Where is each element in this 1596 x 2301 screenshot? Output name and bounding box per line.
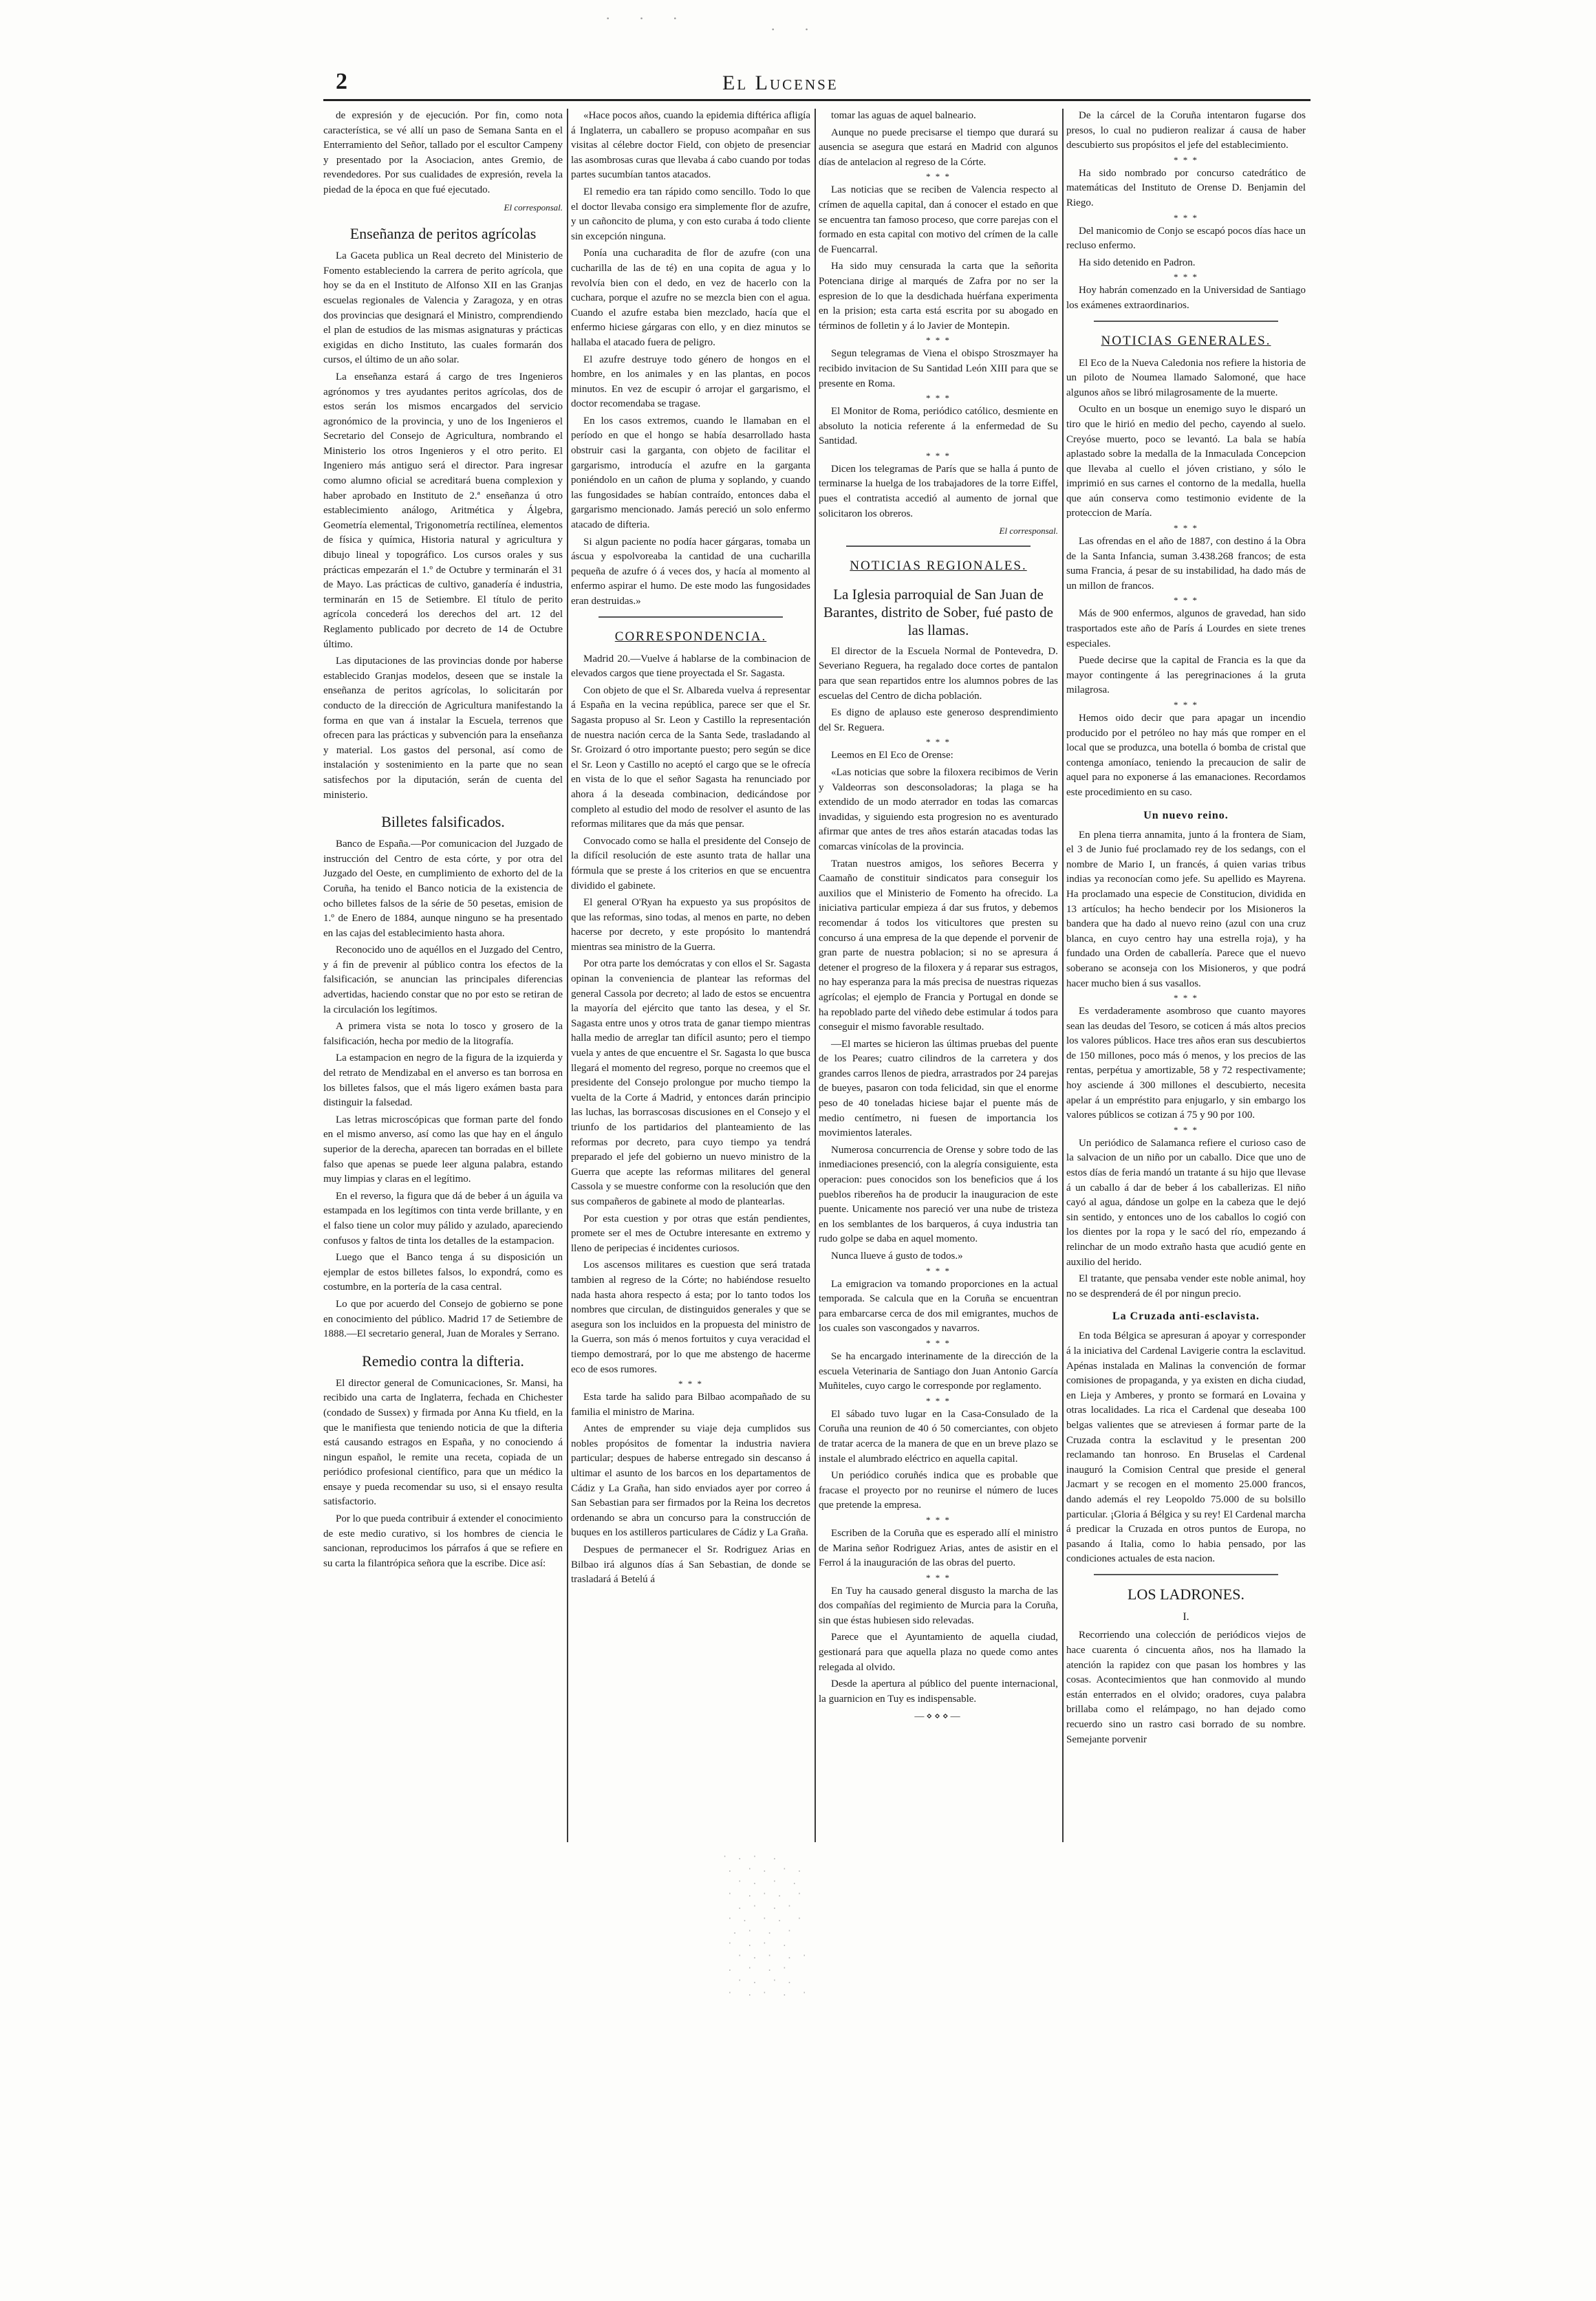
article-paragraph: de expresión y de ejecución. Por fin, como nota característica, se vé allí un paso de Semana Santa en el Enterramiento del Señor, tallado por el escultor Campeny y presentado por la Asociacion, antes Gremio, de revendedores. Por sus cualidades de expresión, revela la piedad de la época en que fué ejecutado. [323,110,563,195]
article-headline: NOTICIAS REGIONALES. [850,558,1027,573]
asterism-separator: * * * [926,1572,951,1583]
article-paragraph: El tratante, que pensaba vender este noble animal, hoy no se desprenderá de él por ningun precio. [1066,1273,1306,1299]
article-paragraph: Ponía una cucharadita de flor de azufre (con una cucharilla de las de té) en una copita de agua y lo revolvía bien con el dedo, en vez de hacerlo con la cuchara, porque el azufre no se mezcla bien con el agua. Cuando el azufre estaba bien mezclado, hacía que el enfermo hiciese gárgaras con ello, y en diez minutos se hallaba el atacado fuera de peligro. [571,248,810,348]
asterism-separator: * * * [926,1395,951,1406]
article-paragraph: En los casos extremos, cuando le llamaban en el período en que el hongo se había desarrollado hasta obstruir casi la garganta, con objeto de facilitar el gargarismo, introducía el azufre en la garganta poniéndolo en un cañon de pluma y soplando, y cuando las fungosidades se habían contraído, entonces daba el gargarismo mencionado. Jamás pereció un solo enfermo atacado de difteria. [571,415,810,531]
asterism-separator: * * * [926,1337,951,1348]
article-paragraph: El director de la Escuela Normal de Pontevedra, D. Severiano Reguera, ha regalado doce cortes de pantalon para que sean repartidos entre los alumnos pobres de las escuelas del Centro de dicha población. [819,645,1058,702]
article-paragraph: Por esta cuestion y por otras que están pendientes, promete ser el mes de Octubre interesante en extremo y lleno de peripecias é incidentes curiosos. [571,1213,810,1254]
article-paragraph: Nunca llueve á gusto de todos.» [831,1251,963,1262]
asterism-separator: * * * [926,335,951,346]
column-divider [1062,109,1064,1842]
article-paragraph: «Las noticias que sobre la filoxera recibimos de Verin y Valdeorras son desconsoladoras; la plaga se ha extendido de un modo aterrador en todas las comarcas invadidas, y siguiendo esta progresion no es aventurado afirmar que antes de tres años estarán atacadas todas las comarcas vinícolas de la provincia. [819,767,1058,852]
article-paragraph: Esta tarde ha salido para Bilbao acompañado de su familia el ministro de Marina. [571,1392,810,1418]
asterism-separator: * * * [926,1265,951,1276]
article-paragraph: Si algun paciente no podía hacer gárgaras, tomaba un áscua y espolvoreaba la cantidad de una cucharilla pequeña de azufre ó á veces dos, y hacía al momento al enfermo aspirar el humo. De este modo las fungosidades eran destruidas.» [571,536,810,607]
asterism-separator: * * * [1174,272,1198,283]
article-paragraph: Del manicomio de Conjo se escapó pocos días hace un recluso enfermo. [1066,225,1306,252]
article-paragraph: tomar las aguas de aquel balneario. [831,110,976,121]
article-paragraph: Banco de España.—Por comunicacion del Juzgado de instrucción del Centro de esta córte, y por otra del Juzgado del Oeste, en cumplimiento de exhorto del de la Coruña, ha tenido el Banco noticia de la existencia de ocho billetes falsos de la série de 50 pesetas, emision de 1.º de Enero de 1884, aunque ninguno se ha presentado en las cajas del establecimiento hasta ahora. [323,839,563,939]
article-paragraph: Los ascensos militares es cuestion que será tratada tambien al regreso de la Córte; no habiéndose resuelto nada hasta ahora respecto á esta; por lo tanto todos los nombres que circulan, de distinguidos generales y que se asegura son los incluidos en la propuesta del ministro de la Guerra, son más ó menos fortuitos y cuya veracidad el tiempo demostrará, por lo que me abstengo de hacerme eco de esos rumores. [571,1260,810,1375]
section-rule [846,545,1031,547]
article-paragraph: El sábado tuvo lugar en la Casa-Consulado de la Coruña una reunion de 40 ó 50 comerciantes, con objeto de tratar acerca de la manera de que en un breve plazo se instale el alumbrado eléctrico en aquella capital. [819,1408,1058,1465]
article-headline: Billetes falsificados. [381,813,505,831]
asterism-separator: * * * [926,737,951,748]
article-paragraph: Despues de permanecer el Sr. Rodriguez Arias en Bilbao irá algunos días á San Sebastian, de donde se trasladará á Betelú á [571,1544,810,1586]
header-rule [323,99,1311,101]
article-paragraph: El director general de Comunicaciones, Sr. Mansi, ha recibido una carta de Inglaterra, fechada en Chichester (condado de Sussex) y firmada por Anna Ku tfield, en la que le manifiesta que teniendo noticia de que la difteria está causando estragos en España, y no conociendo á ningun español, le remite una receta, copiada de un periódico profesional científico, para que un médico la ensaye y pueda recomendar su uso, si el ensayo resulta satisfactorio. [323,1377,563,1508]
section-rule [1094,321,1278,322]
article-paragraph: En plena tierra annamita, junto á la frontera de Siam, el 3 de Junio fué proclamado rey de los sedangs, con el nombre de Mario I, un francés, á quien varias tribus indias ya reconocían como jefe. Su apellido es Mayrena. Ha proclamado una especie de Constitucion, dividida en 13 artículos; ha hecho bendecir por los Misioneros la bandera que ha dado al nuevo reino (azul con una cruz blanca, en cuyo centro hay una estrella roja), y ha fundado una Orden de caballería. Parece que el nuevo soberano se aconseja con los Misioneros, y que podrá hacer mucho bien á sus vasallos. [1066,829,1306,989]
article-headline: La Cruzada anti-esclavista. [1112,1310,1260,1323]
column-divider [815,109,816,1842]
article-paragraph: El Eco de la Nueva Caledonia nos refiere la historia de un piloto de Noumea llamado Salomoné, que hace algunos años se libró milagrosamente de la muerte. [1066,357,1306,398]
article-paragraph: Reconocido uno de aquéllos en el Juzgado del Centro, y á fin de prevenir al público contra los efectos de la falsificación, se anuncian las principales diferencias advertidas, haciendo constar que no por esto se retiran de la circulación los legítimos. [323,944,563,1015]
article-paragraph: Luego que el Banco tenga á su disposición un ejemplar de estos billetes falsos, lo expondrá, como es costumbre, en la portería de la casa central. [323,1252,563,1293]
scan-noise: · . · . . · . · . · . · . · . · . · . · . · · . · . · . · . · · . · . · . · . · . · . · · . · . · . · . · [722,1852,807,1998]
asterism-separator: * * * [678,1379,703,1390]
asterism-separator: * * * [1174,212,1198,223]
chapter-numeral: I. [1183,1610,1189,1623]
column-4 [1066,109,1306,1842]
article-paragraph: Ha sido muy censurada la carta que la señorita Potenciana dirige al marqués de Zafra por no ser la espresion de lo que la desdichada huérfana experimenta en la prision; esta carta está escrita por su abogado en términos de folletin y á lo Javier de Montepin. [819,261,1058,332]
article-paragraph: Es verdaderamente asombroso que cuanto mayores sean las deudas del Tesoro, se coticen á más altos precios los valores públicos. Hace tres años eran sus descubiertos de 150 millones, poco más ó menos, y los precios de las rentas, perpétua y amortizable, 58 y 72 respectivamente; hoy asciende á 300 millones el descubierto, necesita apelar á un empréstito para enjugarlo, y sin embargo los valores públicos se cotizan á 75 y 90 por 100. [1066,1006,1306,1121]
article-paragraph: En Tuy ha causado general disgusto la marcha de las dos compañías del regimiento de Murcia para la Coruña, sin que éstas hubiesen sido relevadas. [819,1585,1058,1626]
article-paragraph: Escriben de la Coruña que es esperado allí el ministro de Marina señor Rodriguez Arias, antes de asistir en el Ferrol á la inauguración de las obras del puerto. [819,1527,1058,1569]
article-paragraph: Recorriendo una colección de periódicos viejos de hace cuarenta ó cincuenta años, nos ha llamado la atención la rapidez con que pasan los hombres y las cosas. Acontecimientos que han conmovido al mundo están enterrados en el olvido; oradores, cuya palabra brillaba como el relámpago, no han dejado como recuerdo sino un rastro casi borrado de su nombre. Semejante porvenir [1066,1630,1306,1745]
column-3 [819,109,1058,1842]
ornament-divider: —⋄⋄⋄— [914,1711,962,1722]
article-paragraph: Parece que el Ayuntamiento de aquella ciudad, gestionará para que aquella plaza no quede como antes relegada al olvido. [819,1632,1058,1673]
article-paragraph: Las noticias que se reciben de Valencia respecto al crímen de aquella capital, dan á conocer el estado en que se encuentra tan famoso proceso, que corre parejas con el formado en esta capital con motivo del crímen de la calle de Fuencarral. [819,184,1058,255]
article-paragraph: Se ha encargado interinamente de la dirección de la escuela Veterinaria de Santiago don Juan Antonio García Muñiteles, cuyo cargo le corresponde por reglamento. [819,1350,1058,1392]
article-paragraph: En el reverso, la figura que dá de beber á un águila va estampada en los legítimos con tinta verde brillante, y en el falso tiene un color muy pálido y azulado, apareciendo confusos y faltos de tinta los detalles de la estampacion. [323,1190,563,1246]
asterism-separator: * * * [926,1514,951,1525]
article-headline: LOS LADRONES. [1128,1585,1244,1603]
article-headline: NOTICIAS GENERALES. [1101,333,1271,348]
article-paragraph: Oculto en un bosque un enemigo suyo le disparó un tiro que le hirió en medio del pecho, cayendo al suelo. Creyóse muerto, poco se levantó. La bala se había aplastado sobre la medalla de la Inmaculada Concepcion que llevaba al cuello el jóven cristiano, y sólo le imprimió en sus carnes el contorno de la medalla, huella que aún conserva como testimonio evidente de la proteccion de María. [1066,404,1306,519]
article-paragraph: Ha sido detenido en Padron. [1079,257,1196,268]
article-signature: El corresponsal. [999,526,1058,537]
article-headline: CORRESPONDENCIA. [614,629,767,644]
article-headline: Remedio contra la difteria. [362,1352,524,1370]
article-paragraph: Numerosa concurrencia de Orense y sobre todo de las inmediaciones presenció, con la alegría consiguiente, esta operacion: pues conocidos son los beneficios que á los pueblos ribereños ha de producir la inauguracion de este puente. Unicamente nos pareció ver una nube de tristeza en los semblantes de los barqueros, á cuya industria tan rudo golpe se daba en aquel momento. [819,1144,1058,1245]
article-paragraph: Aunque no puede precisarse el tiempo que durará su ausencia se asegura que estará en Madrid con algunos días de antelacion al regreso de la Córte. [819,127,1058,168]
article-headline: Un nuevo reino. [1143,809,1229,821]
section-rule [598,616,783,618]
masthead-title: El Lucense [722,72,839,94]
article-paragraph: Convocado como se halla el presidente del Consejo de la difícil resolución de este asunto trata de hallar una fórmula que se preste á los criterios en que se encuentra dividido el gabinete. [571,835,810,892]
column-1 [323,109,563,1842]
article-paragraph: Tratan nuestros amigos, los señores Becerra y Caamaño de constituir sindicatos para conseguir los auxilios que el Ministerio de Fomento ha ofrecido. La iniciativa particular empieza á dar sus frutos, y debemos recomendar á todos los viticultores que presten su concurso á una empresa de la que depende el porvenir de gran parte de nuestra poblacion; si no se apresura á detener el progreso de la filoxera y á reparar sus estragos, no hay esperanza para la más precisa de nuestras riquezas agrícolas; el ejemplo de Francia y Portugal en donde se ha repoblado parte del viñedo debe estimular á todos para conseguir el mismo favorable resultado. [819,858,1058,1033]
article-paragraph: El remedio era tan rápido como sencillo. Todo lo que el doctor llevaba consigo era simplemente flor de azufre, y un cañoncito de pluma, y con esto curaba á todo cliente sin excepción ninguna. [571,186,810,242]
article-paragraph: Hoy habrán comenzado en la Universidad de Santiago los exámenes extraordinarios. [1066,285,1306,311]
article-paragraph: Es digno de aplauso este generoso desprendimiento del Sr. Reguera. [819,707,1058,733]
section-rule [1094,1574,1278,1575]
article-paragraph: A primera vista se nota lo tosco y grosero de la falsificación, hecha por medio de la litografía. [323,1021,563,1047]
article-headline: Enseñanza de peritos agrícolas [349,225,537,243]
article-paragraph: Dicen los telegramas de París que se halla á punto de terminarse la huelga de los trabajadores de la torre Eiffel, pues el contratista accedió al aumento de jornal que solicitaron los obreros. [819,463,1058,519]
asterism-separator: * * * [1174,700,1198,710]
article-paragraph: La estampacion en negro de la figura de la izquierda y del retrato de Mendizabal en el anverso es tan borrosa en los billetes falsos, que el más ligero exámen basta para distinguir la falsedad. [323,1052,563,1109]
article-paragraph: La enseñanza estará á cargo de tres Ingenieros agrónomos y tres ayudantes peritos agrícolas, dos de estos serán los mismos encargados del servicio agronómico de la provincia, y uno de los Ingenieros el Secretario del Consejo de Agricultura, nombrando el Ministerio los otros Ingenieros y el otro perito. El Ingeniero más antiguo será el director. Para ingresar como alumno oficial se acreditará buena complexion y haber aprobado en Instituto de 2.ª enseñanza ú otro establecimiento análogo, Aritmética y Álgebra, Geometría elemental, Trigonometría rectilínea, elementos de física y química, Historia natural y agricultura y dibujo lineal y topográfico. Los cursos orales y sus prácticas empezarán el 1.º de Octubre y terminarán el 31 de Mayo. Las prácticas de cultivo, ganadería é industria, terminarán en 15 de Setiembre. El título de perito agrícola concederá los derechos del art. 12 del Reglamento publicado por decreto de 14 de Octubre último. [323,371,563,650]
asterism-separator: * * * [1174,523,1198,534]
asterism-separator: * * * [926,171,951,182]
article-paragraph: El Monitor de Roma, periódico católico, desmiente en absoluto la noticia referente á la enfermedad de Su Santidad. [819,406,1058,447]
article-paragraph: Más de 900 enfermos, algunos de gravedad, han sido trasportados este año de París á Lourdes en siete trenes especiales. [1066,608,1306,649]
article-headline: La Iglesia parroquial de San Juan de Barantes, distrito de Sober, fué pasto de las llamas. [823,585,1053,638]
asterism-separator: * * * [1174,154,1198,165]
asterism-separator: * * * [1174,993,1198,1004]
article-paragraph: Segun telegramas de Viena el obispo Stroszmayer ha recibido invitacion de Su Santidad León XIII para que se presente en Roma. [819,348,1058,389]
article-paragraph: «Hace pocos años, cuando la epidemia diftérica afligía á Inglaterra, un caballero se propuso acompañar en sus visitas al célebre doctor Field, con objeto de presenciar las asombrosas curas que llevaba á cabo cuando por todas partes sucumbían tantos atacados. [571,110,810,181]
article-paragraph: Las ofrendas en el año de 1887, con destino á la Obra de la Santa Infancia, suman 3.438.268 francos; de esta suma Francia, á pesar de su instabilidad, ha dado más de un millon de francos. [1066,536,1306,592]
scan-artifact: · · [770,21,822,38]
article-paragraph: Ha sido nombrado por concurso catedrático de matemáticas del Instituto de Orense D. Benjamin del Riego. [1066,167,1306,208]
article-paragraph: Madrid 20.—Vuelve á hablarse de la combinacion de elevados cargos que tiene proyectada el Sr. Sagasta. [571,653,810,680]
article-paragraph: Un periódico coruñés indica que es probable que fracase el proyecto por no reunirse el número de luces que pretende la empresa. [819,1470,1058,1511]
asterism-separator: * * * [926,450,951,461]
article-paragraph: Un periódico de Salamanca refiere el curioso caso de la salvacion de un niño por un caballo. Dice que uno de estos días de feria mandó un tratante á su hijo que llevase á un caballo á dar de beber á los caballerizas. El niño cayó al agua, dándose un golpe en la cabeza que le dejó sin sentido, y entonces uno de los caballos lo cogió con los dientes por la ropa y le sacó del río, empezando á relinchar de un modo extraño hasta que acudió gente en auxilio del herido. [1066,1137,1306,1268]
article-paragraph: Las letras microscópicas que forman parte del fondo en el mismo anverso, así como las que hay en el ángulo superior de la derecha, aparecen tan borradas en el billete falso que apenas se puede leer alguna palabra, estando muy limpias y claras en el legítimo. [323,1114,563,1185]
article-paragraph: En toda Bélgica se apresuran á apoyar y corresponder á la iniciativa del Cardenal Lavigerie contra la esclavitud. Apénas instalada en Malinas la convención de formar comisiones de propaganda, y ya existen en dicha ciudad, en Lieja y Amberes, y pronto se formará en Lovaina y otras localidades. La rica el Cardenal que deseaba 100 belgas valientes que se atreviesen á formar parte de la Cruzada contra la esclavitud y le presentan 200 reclamando tan honroso. En Bruselas el Cardenal inauguró la Comision Central que preside el general Jacmart y se recogen en el momento 25.000 francos, dando además el rey Leopoldo 75.000 de su bolsillo particular. ¡Gloria á Bélgica y su rey! El Cardenal marcha á predicar la Cruzada en otros puntos de Europa, no pasando á Italia, como lo habia pensado, por las condiciones actuales de esta nacion. [1066,1330,1306,1565]
article-paragraph: Por lo que pueda contribuir á extender el conocimiento de este medio curativo, si los hombres de ciencia le sancionan, reproducimos los párrafos á que se refiere en su carta la filantrópica señora que la escribe. Dice así: [323,1513,563,1569]
article-paragraph: Las diputaciones de las provincias donde por haberse establecido Granjas modelos, deseen que se instale la enseñanza de peritos agrícolas, lo solicitarán por conducto de la dirección de Agricultura manifestando la forma en que van á instalar la Escuela, terrenos que ofrecen para las prácticas y subvención para la enseñanza y material. Los gastos del personal, así como de instalación y sostenimiento en la parte que no sean satisfechos por la diputación, serán de cuenta del ministerio. [323,656,563,801]
asterism-separator: * * * [1174,595,1198,606]
asterism-separator: * * * [926,393,951,404]
article-paragraph: Puede decirse que la capital de Francia es la que da mayor contingente á las peregrinaciones á la gruta milagrosa. [1066,655,1306,696]
page-header [323,69,1311,100]
column-divider [567,109,568,1842]
article-paragraph: Por otra parte los demócratas y con ellos el Sr. Sagasta opinan la conveniencia de plantear las reformas del general Cassola por decreto; al lado de estos se encuentra la mayoría del ejército que tanto las desea, y el Sr. Sagasta entre unos y otros trata de ganar tiempo mientras halla medio de arreglar tan difícil asunto; pero el tiempo vuela y antes de que encuentre el Sr. Sagasta lo que busca llegará el momento del regreso, porque no creemos que el presidente del Consejo prolongue por mucho tiempo la vuelta de la Corte á Madrid, y entonces darán principio las luchas, las borrascosas discusiones en el Consejo y el triunfo de los partidarios del planteamiento de las reformas por decreto, para cuyo tiempo ya tendrá preparado el jefe del gobierno un nuevo ministro de la Guerra que acepte las reformas militares del general Cassola y se muestre conforme con la resolución que den sus compañeros de gabinete al modo de plantearlas. [571,958,810,1207]
column-2 [571,109,810,1842]
article-paragraph: Antes de emprender su viaje deja cumplidos sus nobles propósitos de fomentar la industria naviera particular; despues de haberse entregado sin descanso á ultimar el asunto de los barcos en los departamentos de Cádiz y La Graña, han sido enviados ayer por correo á San Sebastian para ser firmados por la Reina los decretos ordenando se abra un concurso para la construcción de buques en los astilleros particulares de Cádiz y La Graña. [571,1423,810,1539]
article-paragraph: El azufre destruye todo género de hongos en el hombre, en los animales y en las plantas, en pocos minutos. En vez de escupir ó arrojar el gargarismo, el doctor recomendaba se tragase. [571,354,810,410]
article-paragraph: Con objeto de que el Sr. Albareda vuelva á representar á España en la vecina república, parece ser que el Sr. Sagasta propuso al Sr. Leon y Castillo la representación de nuestra nación cerca de la Santa Sede, trasladando al Sr. Groizard ó otro importante puesto; pero según se dice el Sr. Leon y Castillo no aceptó el cargo que se le ofrecía en vista de lo que el señor Sagasta ha renunciado por ahora á la deseada combinacion, dedicándose por completo al estudio del modo de resolver el asunto de las reformas militares que da más que pensar. [571,684,810,830]
scan-artifact: · · · [605,10,690,27]
article-paragraph: La emigracion va tomando proporciones en la actual temporada. Se calcula que en la Coruña se encuentran para embarcarse cerca de dos mil emigrantes, muchos de los cuales son vascongados y navarros. [819,1278,1058,1335]
page-number: 2 [336,69,347,94]
article-paragraph: El general O'Ryan ha expuesto ya sus propósitos de que las reformas, sino todas, al menos en parte, no deben hacerse por decreto, y este propósito lo mantendrá mientras sea ministro de la Guerra. [571,897,810,953]
asterism-separator: * * * [1174,1124,1198,1135]
article-signature: El corresponsal. [504,202,563,213]
article-paragraph: Leemos en El Eco de Orense: [831,750,953,761]
article-paragraph: Desde la apertura al público del puente internacional, la guarnicion en Tuy es indispensable. [819,1678,1058,1705]
article-paragraph: —El martes se hicieron las últimas pruebas del puente de los Peares; cuatro cilindros de la carretera y dos grandes carros llenos de piedra, arrastrados por 24 parejas de bueyes, pasaron con toda felicidad, sin que el enorme peso de 40 toneladas hiciese bajar el puente más de medio centímetro, ni fuesen de importancia los movimientos laterales. [819,1038,1058,1139]
article-paragraph: Hemos oido decir que para apagar un incendio producido por el petróleo no hay más que romper en el local que se produzca, una botella ó bomba de cristal que contenga amoníaco, teniendo la precaucion de salir de aquel para no exponerse á las emanaciones. Recordamos este procedimiento en su caso. [1066,713,1306,798]
article-paragraph: Lo que por acuerdo del Consejo de gobierno se pone en conocimiento del público. Madrid 17 de Setiembre de 1888.—El secretario general, Juan de Morales y Serrano. [323,1298,563,1340]
article-paragraph: La Gaceta publica un Real decreto del Ministerio de Fomento estableciendo la carrera de perito agrícola, que hoy se da en el Instituto de Alfonso XII en las Granjas escuelas regionales de Valencia y Zaragoza, y en otras dos provincias que designará el Ministro, comprendiendo el plan de estudios de las mismas asignaturas y prácticas exigidas en dicho Instituto, las cuales formarán dos cursos, el último de un año solar. [323,250,563,366]
article-paragraph: De la cárcel de la Coruña intentaron fugarse dos presos, lo cual no pudieron realizar á causa de haber descubierto sus propósitos el jefe del establecimiento. [1066,110,1306,151]
